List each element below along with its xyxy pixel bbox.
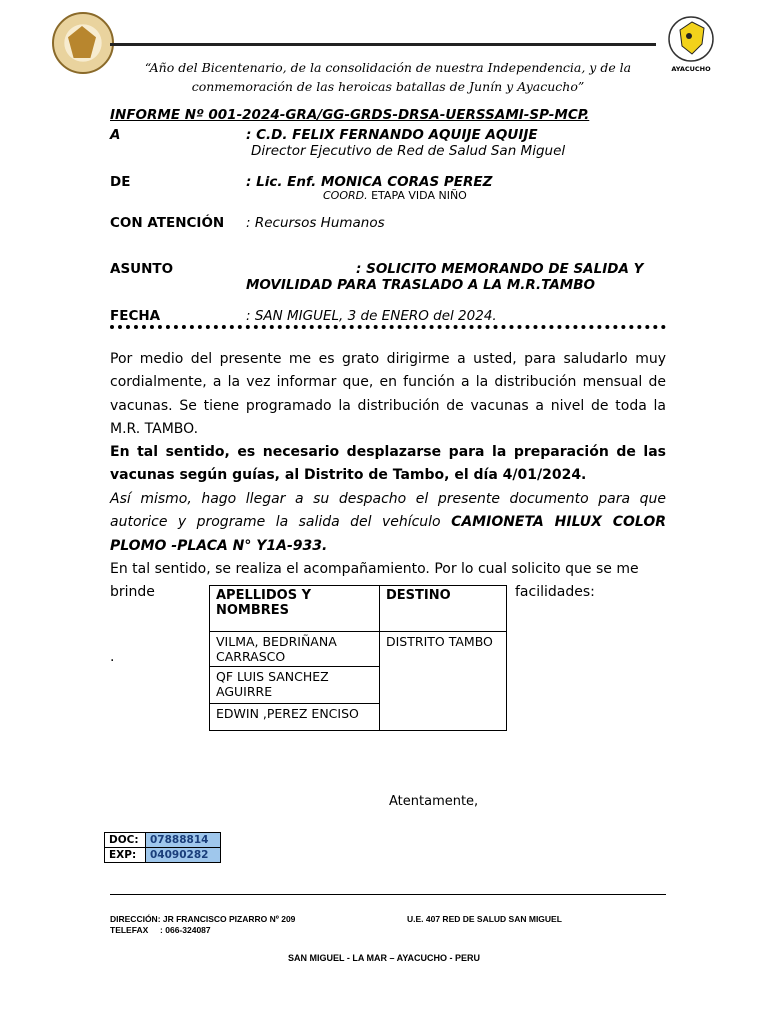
staff-name: EDWIN ,PEREZ ENCISO <box>210 704 380 731</box>
brinde-word: brinde <box>110 584 155 600</box>
report-number-title: INFORME Nº 001-2024-GRA/GG-GRDS-DRSA-UERSSAMI-SP-MCP. <box>110 107 590 123</box>
header-divider <box>110 325 666 329</box>
paragraph-intro: Por medio del presente me es grato dirigirme a usted, para saludarlo muy cordialmente, a la vez informar que, en función a la distribución mensual de vacunas. Se tiene programado la distribución de vacunas a nivel de toda la M.R. TAMBO. <box>110 351 666 437</box>
paragraph-vehicle <box>110 488 666 558</box>
header-rule <box>110 43 656 46</box>
exp-number: 04090282 <box>146 848 221 863</box>
doc-label: DOC: <box>105 833 146 848</box>
diresa-ayacucho-logo <box>662 12 720 74</box>
footer-address: DIRECCIÓN: JR FRANCISCO PIZARRO Nº 209 <box>110 914 296 924</box>
footer-rule <box>110 894 666 895</box>
doc-number: 07888814 <box>146 833 221 848</box>
right-logo-caption: AYACUCHO <box>671 65 711 73</box>
subject-line-2: MOVILIDAD PARA TRASLADO A LA M.R.TAMBO <box>246 277 595 293</box>
footer-unit: U.E. 407 RED DE SALUD SAN MIGUEL <box>407 914 562 924</box>
university-seal-logo <box>52 12 114 74</box>
table-row <box>210 632 507 667</box>
vehicle-request-text: Así mismo, hago llegar a su despacho el presente documento para que autorice y programe la salida del vehículo <box>110 491 666 531</box>
facilidades-word: facilidades: <box>515 584 595 600</box>
paragraph-accompaniment: En tal sentido, se realiza el acompañamiento. Por lo cual solicito que se me <box>110 561 639 577</box>
from-role-value: ETAPA VIDA NIÑO <box>371 189 467 202</box>
to-name: : C.D. FELIX FERNANDO AQUIJE AQUIJE <box>246 127 538 143</box>
closing-text: Atentamente, <box>389 794 479 809</box>
from-label: DE <box>110 174 131 190</box>
staff-name: QF LUIS SANCHEZ AGUIRRE <box>210 667 380 704</box>
exp-label: EXP: <box>105 848 146 863</box>
header-names: APELLIDOS Y NOMBRES <box>210 586 380 632</box>
subject-label: ASUNTO <box>110 261 174 277</box>
from-role <box>323 189 467 202</box>
staff-name: VILMA, BEDRIÑANA CARRASCO <box>210 632 380 667</box>
subject-line-1: : SOLICITO MEMORANDO DE SALIDA Y <box>356 261 644 277</box>
table-header-row <box>210 586 507 632</box>
year-motto: “Año del Bicentenario, de la consolidación de nuestra Independencia, y de la conmemoración de las heroicas batallas de Junín y Ayacucho” <box>144 60 632 94</box>
stray-dot: . <box>110 649 115 665</box>
staff-destination-table <box>209 585 507 731</box>
to-label: A <box>110 127 121 143</box>
date-value: : SAN MIGUEL, 3 de ENERO del 2024. <box>246 308 497 324</box>
from-name: : Lic. Enf. MONICA CORAS PEREZ <box>246 174 493 190</box>
date-label: FECHA <box>110 308 161 324</box>
to-role: Director Ejecutivo de Red de Salud San Miguel <box>251 143 566 159</box>
footer-phone: TELEFAX : 066-324087 <box>110 925 211 935</box>
attention-value: : Recursos Humanos <box>246 215 385 231</box>
from-role-prefix: COORD. <box>323 189 368 202</box>
destination-cell: DISTRITO TAMBO <box>380 632 507 731</box>
attention-label: CON ATENCIÓN <box>110 215 225 231</box>
doc-exp-box <box>104 832 221 863</box>
vehicle-description: CAMIONETA HILUX COLOR PLOMO -PLACA N° Y1A-933. <box>110 514 667 554</box>
footer-location: SAN MIGUEL - LA MAR – AYACUCHO - PERU <box>287 953 481 963</box>
paragraph-travel: En tal sentido, es necesario desplazarse para la preparación de las vacunas según guías, al Distrito de Tambo, el día 4/01/2024. <box>110 444 666 484</box>
header-destination: DESTINO <box>380 586 507 632</box>
